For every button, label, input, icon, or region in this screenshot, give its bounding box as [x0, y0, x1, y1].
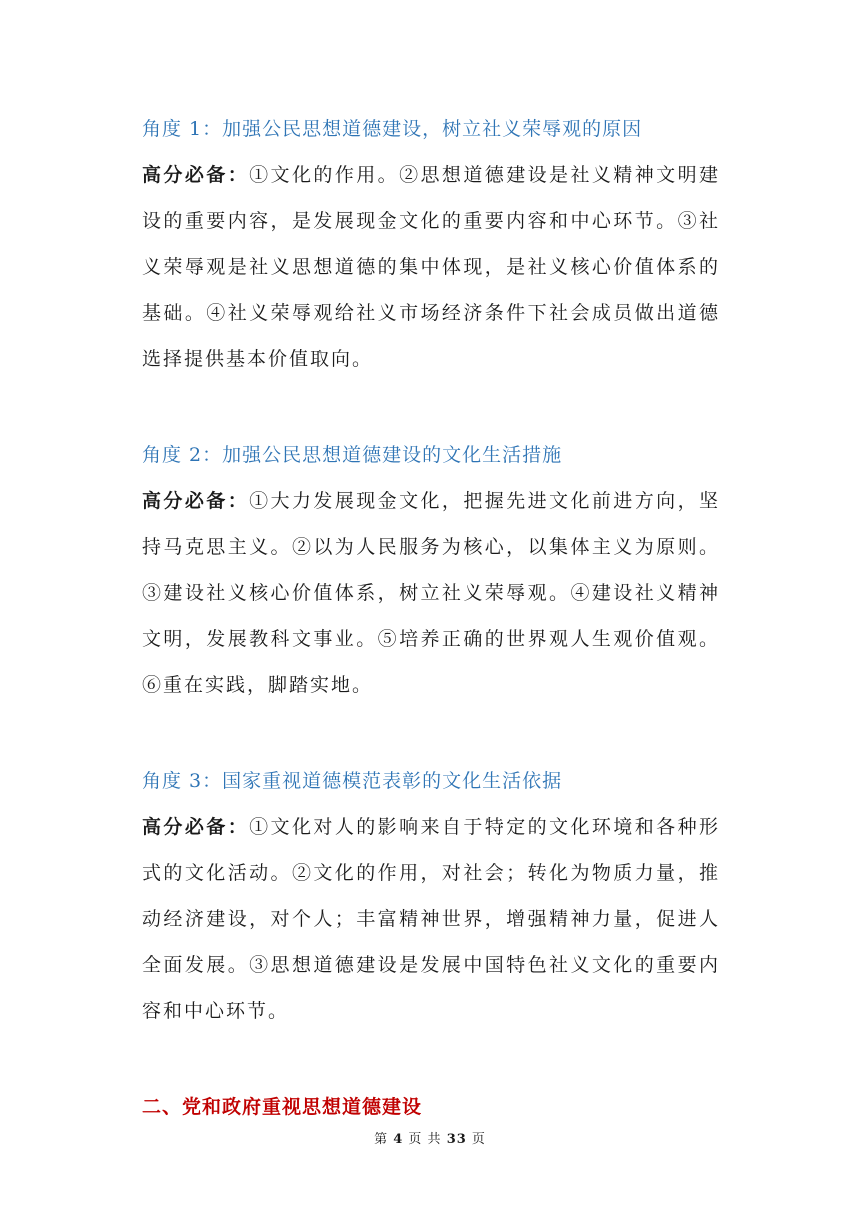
footer-prefix: 第	[374, 1132, 389, 1147]
footer-middle: 页 共	[408, 1132, 442, 1147]
angle-title: 角度 1：加强公民思想道德建设，树立社义荣辱观的原因	[142, 118, 643, 140]
answer-lead: 高分必备：	[142, 816, 250, 838]
answer-lead: 高分必备：	[142, 164, 250, 186]
answer-body: ①大力发展现金文化，把握先进文化前进方向，坚持马克思主义。②以为人民服务为核心，以集体主义为原则。③建设社义核心价值体系，树立社义荣辱观。④建设社义精神文明，发展教科文事业。⑤培养正确的世界观人生观价值观。⑥重在实践，脚踏实地。	[142, 490, 720, 696]
footer-suffix: 页	[471, 1132, 486, 1147]
answer-paragraph	[142, 804, 720, 1034]
answer-body: ①文化的作用。②思想道德建设是社义精神文明建设的重要内容，是发展现金文化的重要内容和中心环节。③社义荣辱观是社义思想道德的集中体现，是社义核心价值体系的基础。④社义荣辱观给社义市场经济条件下社会成员做出道德选择提供基本价值取向。	[142, 164, 720, 370]
footer-total-pages: 33	[446, 1132, 467, 1147]
answer-body: ①文化对人的影响来自于特定的文化环境和各种形式的文化活动。②文化的作用，对社会；转化为物质力量，推动经济建设，对个人；丰富精神世界，增强精神力量，促进人全面发展。③思想道德建设是发展中国特色社义文化的重要内容和中心环节。	[142, 816, 720, 1022]
angle-title: 角度 2：加强公民思想道德建设的文化生活措施	[142, 444, 563, 466]
footer-page-number: 4	[393, 1132, 404, 1147]
angle-section-1	[142, 106, 720, 382]
answer-lead: 高分必备：	[142, 490, 250, 512]
section-heading: 二、党和政府重视思想道德建设	[142, 1096, 423, 1118]
angle-section-2	[142, 432, 720, 708]
page-footer	[0, 1128, 860, 1147]
angle-title: 角度 3：国家重视道德模范表彰的文化生活依据	[142, 770, 563, 792]
answer-paragraph	[142, 478, 720, 708]
page-content	[142, 106, 720, 1130]
angle-section-3	[142, 758, 720, 1034]
answer-paragraph	[142, 152, 720, 382]
